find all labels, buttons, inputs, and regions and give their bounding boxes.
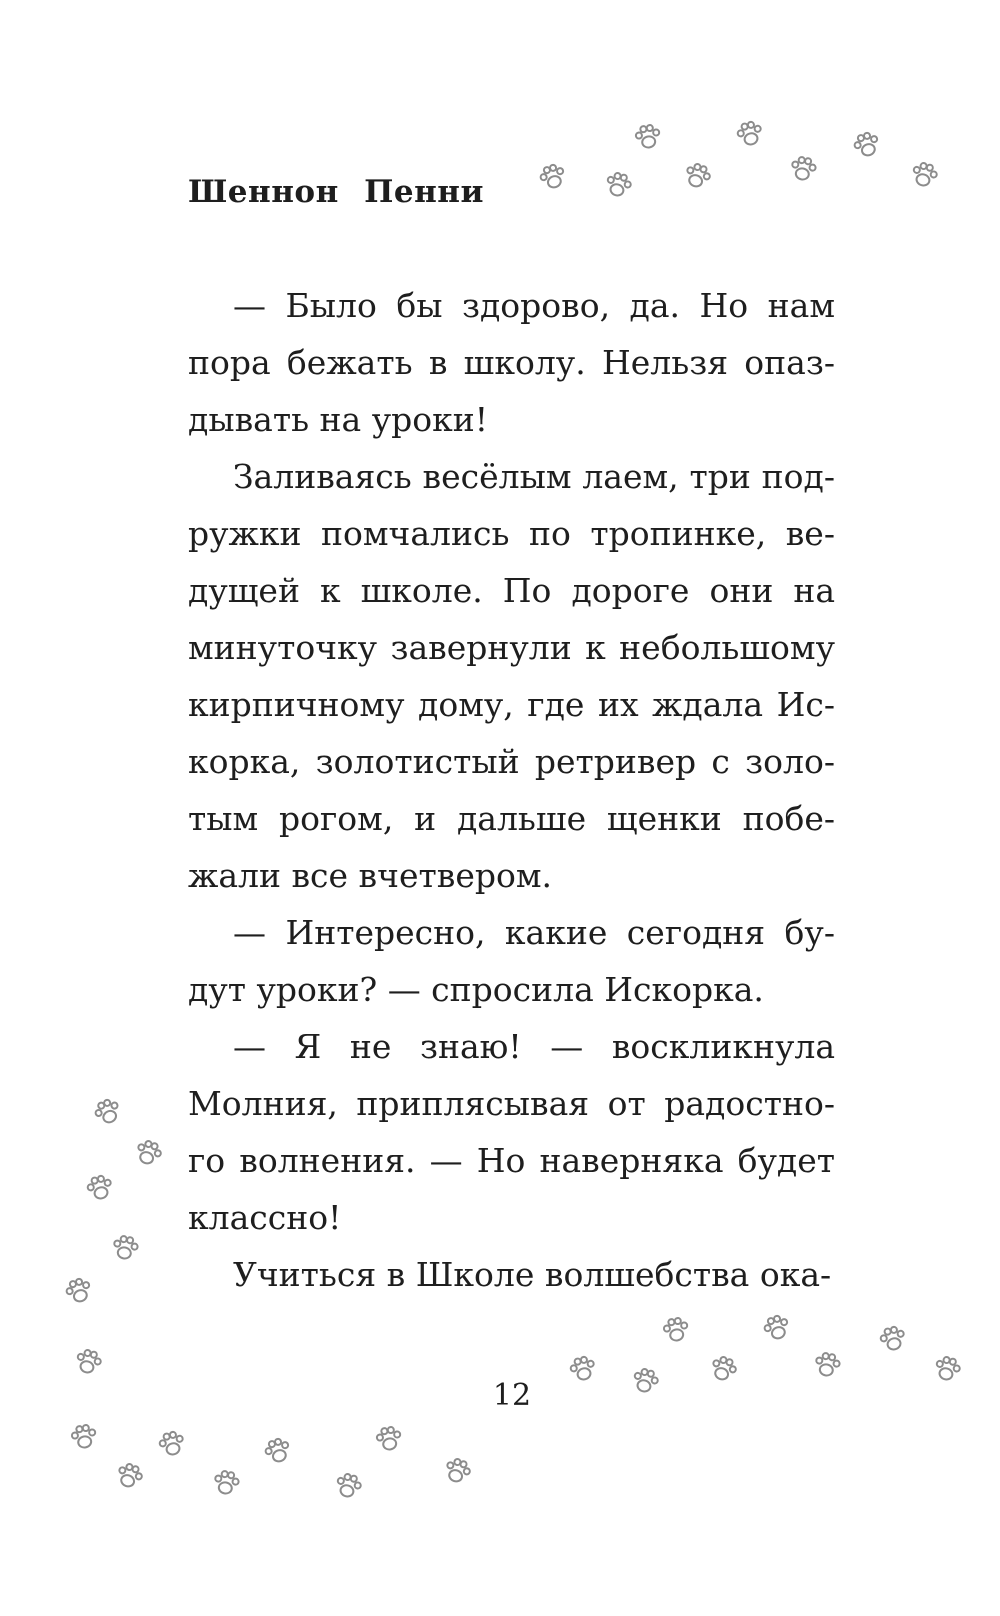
paw-print-icon [443,1456,473,1485]
paw-print-icon [263,1436,293,1465]
paw-print-icon [86,1174,114,1201]
paw-print-icon [538,162,568,191]
paw-print-icon [910,161,938,188]
paw-print-icon [683,161,713,190]
paw-print-icon [762,1313,792,1342]
paw-print-icon [635,124,662,150]
paw-print-icon [74,1348,102,1375]
paragraph: — Интересно, какие сегодня будут уроки? — спросила Искорка. [188,913,835,1009]
paw-print-icon [213,1470,240,1496]
paw-print-icon [158,1430,186,1457]
paw-print-icon [604,171,632,198]
paw-print-icon [71,1424,98,1450]
paw-print-icon [134,1138,164,1167]
paw-print-icon [790,156,817,182]
paragraph: Заливаясь весёлым лаем, три подружки помчались по тропинке, ведущей к школе. По дороге они на минуточку завернули к небольшому кирпичному дому, где их ждала Искорка, золотистый ретривер с золотым рогом, и дальше щенки побежали все вчетвером. [188,457,835,895]
paw-print-icon [334,1472,362,1499]
paw-print-icon [64,1276,94,1305]
paw-print-icon [814,1352,841,1378]
paw-print-icon [376,1426,403,1452]
paw-print-icon [663,1317,690,1343]
page-number: 12 [492,1378,532,1413]
paw-print-icon [112,1235,139,1261]
paragraph: Учиться в Школе волшебства ока- [233,1255,832,1294]
paw-print-icon [879,1325,907,1352]
paw-print-icon [92,1097,123,1127]
paw-print-icon [736,120,764,147]
paw-print-icon [115,1461,145,1490]
paragraph: — Было бы здорово, да. Но нам пора бежать в школу. Нельзя опаздывать на уроки! [188,286,835,439]
body-text [188,277,835,1303]
running-header-author: Шеннон Пенни [188,174,484,210]
paragraph: — Я не знаю! — воскликнула Молния, приплясывая от радостного волнения. — Но наверняка будет классно! [188,1027,835,1237]
paw-print-icon [852,130,882,159]
